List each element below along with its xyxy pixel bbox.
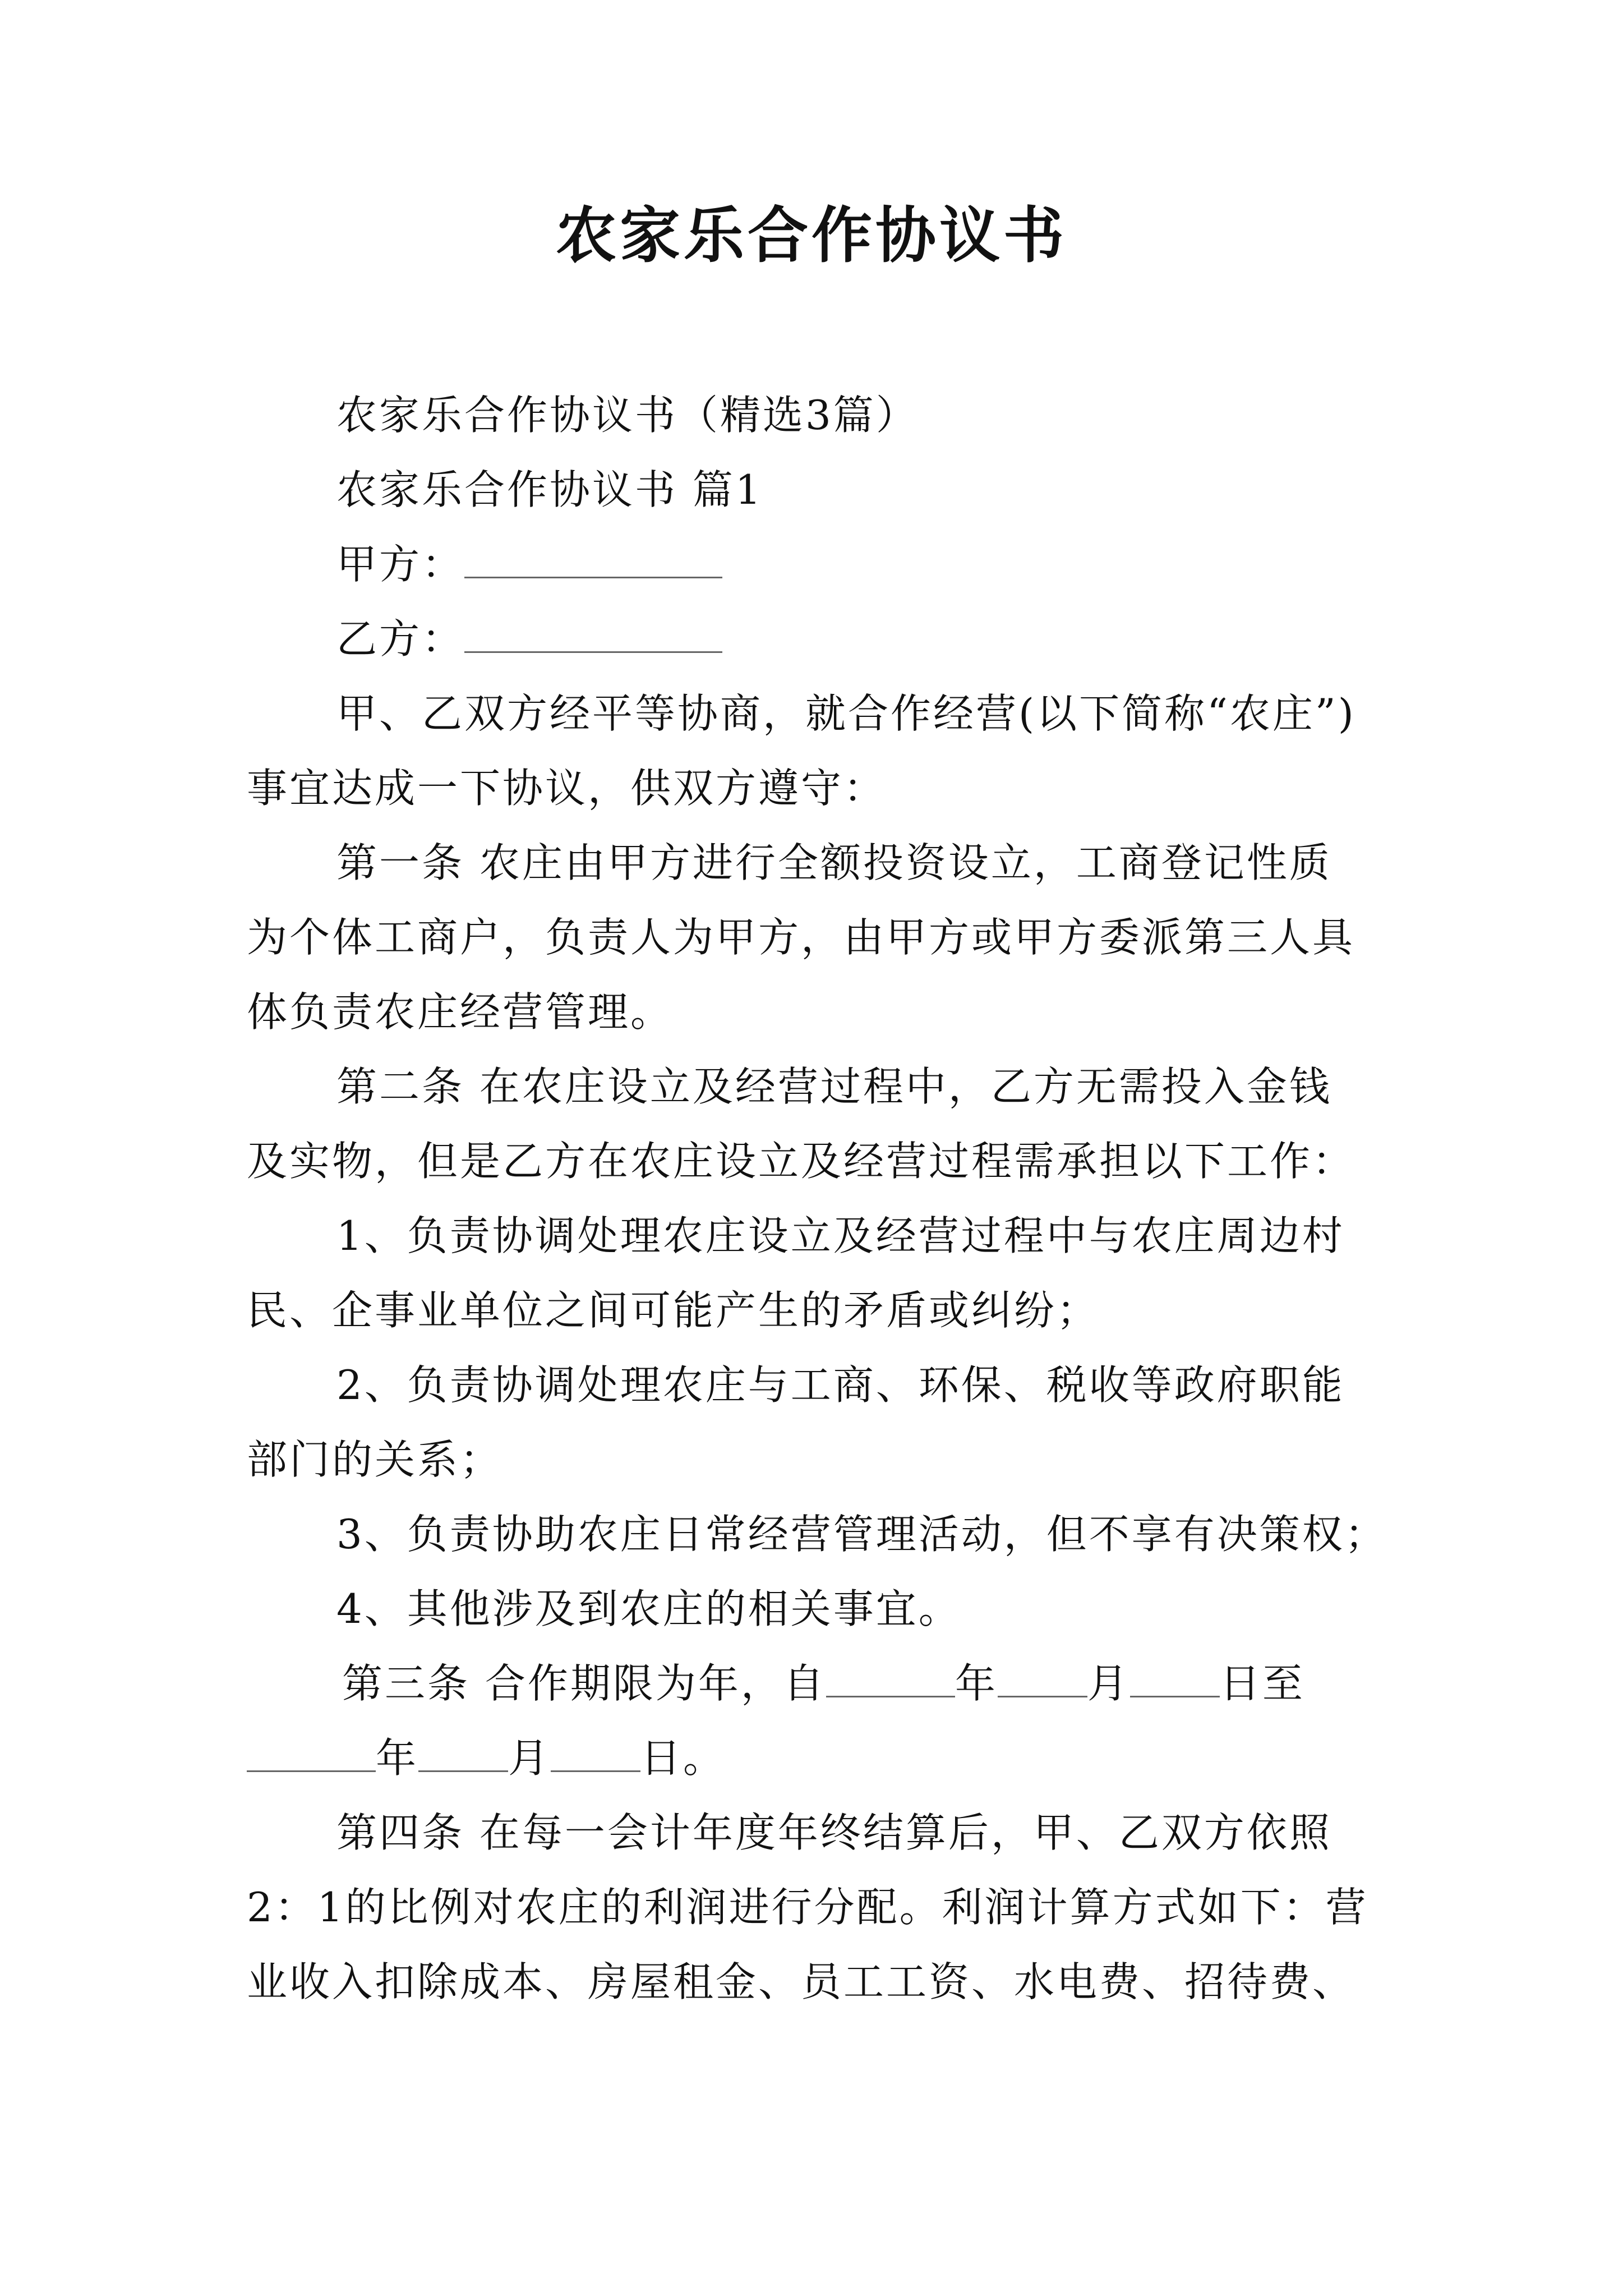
subtitle-part-1: 农家乐合作协议书 篇1 xyxy=(336,466,763,513)
party-b-label: 乙方： xyxy=(336,615,465,662)
article-2-line: 及实物，但是乙方在农庄设立及经营过程需承担以下工作： xyxy=(247,1138,1355,1185)
article-1-line: 第一条 农庄由甲方进行全额投资设立，工商登记性质 xyxy=(336,839,1332,886)
party-a-label: 甲方： xyxy=(336,541,465,588)
day-end-text: 日。 xyxy=(640,1734,726,1782)
article-4-line: 2：1的比例对农庄的利润进行分配。利润计算方式如下：营 xyxy=(247,1884,1368,1931)
year-text: 年 xyxy=(955,1660,998,1707)
paragraph-line: 甲、乙双方经平等协商，就合作经营(以下简称“农庄”) xyxy=(336,690,1356,737)
party-b-blank xyxy=(464,612,722,653)
article-2-item-1: 1、负责协调处理农庄设立及经营过程中与农庄周边村 xyxy=(336,1212,1345,1259)
day-to-text: 日至 xyxy=(1219,1660,1305,1707)
article-2-item-3: 3、负责协助农庄日常经营管理活动，但不享有决策权； xyxy=(336,1511,1387,1558)
article-3-line xyxy=(247,1730,726,1786)
end-day-blank xyxy=(551,1731,640,1772)
paragraph-line: 事宜达成一下协议，供双方遵守： xyxy=(247,765,887,812)
end-year-blank xyxy=(247,1731,376,1772)
start-day-blank xyxy=(1130,1657,1220,1697)
article-2-line: 第二条 在农庄设立及经营过程中，乙方无需投入金钱 xyxy=(336,1063,1332,1110)
article-3-line xyxy=(342,1655,1305,1711)
month-text: 月 xyxy=(508,1734,551,1782)
article-4-line: 第四条 在每一会计年度年终结算后，甲、乙双方依照 xyxy=(336,1809,1332,1856)
article-4-line: 业收入扣除成本、房屋租金、员工工资、水电费、招待费、 xyxy=(247,1958,1355,2005)
article-2-item-1: 民、企事业单位之间可能产生的矛盾或纠纷； xyxy=(247,1287,1100,1334)
month-text: 月 xyxy=(1087,1660,1130,1707)
party-a-line xyxy=(336,536,722,592)
party-b-line xyxy=(336,611,722,667)
article-2-item-2: 部门的关系； xyxy=(247,1436,503,1483)
party-a-blank xyxy=(464,537,722,578)
article-2-item-2: 2、负责协调处理农庄与工商、环保、税收等政府职能 xyxy=(336,1361,1345,1409)
year-text: 年 xyxy=(376,1734,419,1782)
article-2-item-4: 4、其他涉及到农庄的相关事宜。 xyxy=(336,1585,961,1632)
start-year-blank xyxy=(826,1657,955,1697)
end-month-blank xyxy=(418,1731,508,1772)
start-month-blank xyxy=(998,1657,1087,1697)
subtitle-selection: 农家乐合作协议书（精选3篇） xyxy=(336,392,919,439)
article-1-line: 为个体工商户，负责人为甲方，由甲方或甲方委派第三人具 xyxy=(247,914,1355,961)
article-3-text: 第三条 合作期限为年，自 xyxy=(342,1660,826,1707)
document-title: 农家乐合作协议书 xyxy=(555,200,1067,271)
article-1-line: 体负责农庄经营管理。 xyxy=(247,988,674,1036)
